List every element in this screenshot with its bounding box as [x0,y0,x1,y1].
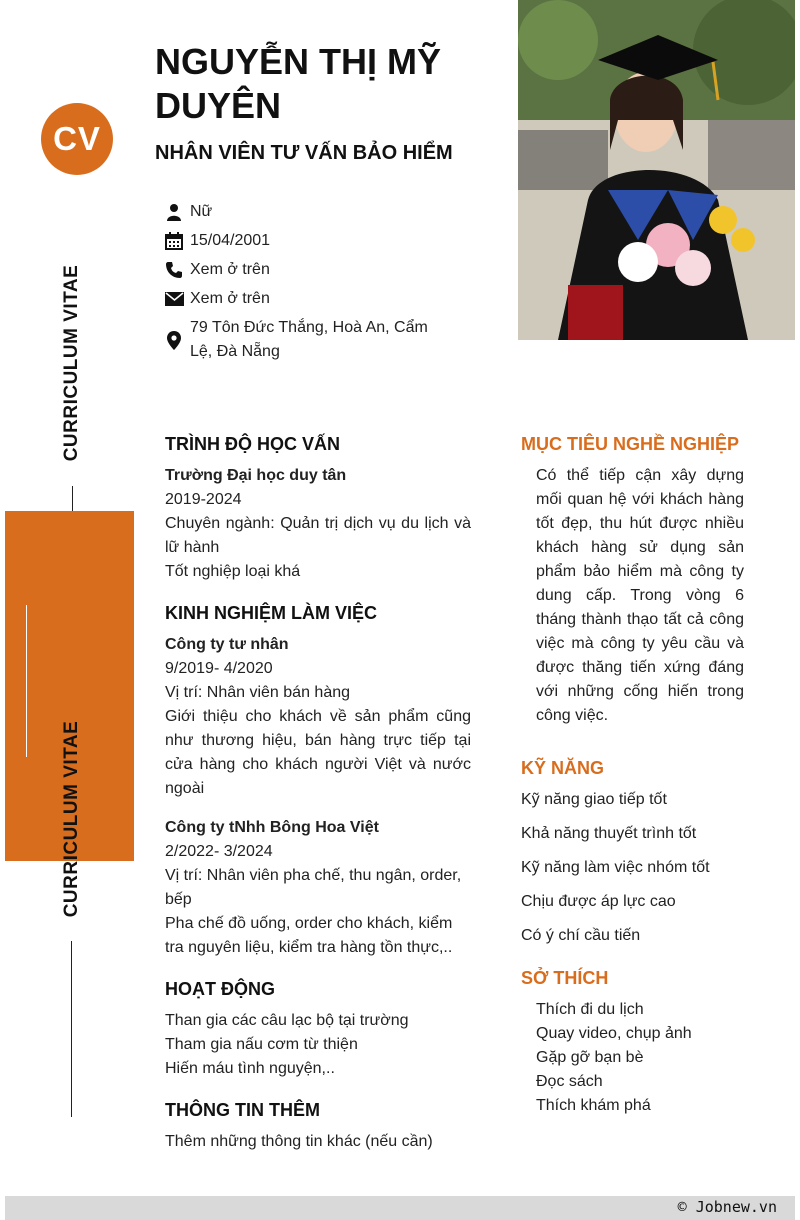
job-description: Pha chế đồ uống, order cho khách, kiểm tra nguyên liệu, kiểm tra hàng tồn thực,.. [165,915,453,956]
activity-item: Tham gia nấu cơm từ thiện [165,1036,358,1053]
phone-icon [164,258,184,282]
education-major: Chuyên ngành: Quản trị dịch vụ du lịch và lữ hành [165,515,471,556]
activities-title: HOẠT ĐỘNG [165,979,275,999]
birthdate-value: 15/04/2001 [190,232,271,249]
skills-title: KỸ NĂNG [521,758,605,778]
person-icon [164,200,184,224]
hobby-item: Gặp gỡ bạn bè [536,1049,644,1066]
education-title: TRÌNH ĐỘ HỌC VẤN [165,434,340,454]
activity-item: Hiến máu tình nguyện,.. [165,1060,335,1077]
job-entry [165,816,471,960]
additional-info-title: THÔNG TIN THÊM [165,1100,320,1120]
hobby-item: Quay video, chụp ảnh [536,1025,692,1042]
objective-text: Có thể tiếp cận xây dựng mối quan hệ với khách hàng tốt đẹp, thu hút được nhiều khách hàng sử dụng sản phẩm bảo hiểm mà công ty dung cấp. Trong vòng 6 tháng thành thạo tất cả công việc mà công ty yêu cầu và được thăng tiến xứng đáng với những cống hiến trong công việc. [536,467,744,724]
skill-item: Có ý chí cầu tiến [521,927,641,944]
job-period: 2/2022- 3/2024 [165,843,273,860]
footer-bar [5,1196,795,1220]
skill-item: Khả năng thuyết trình tốt [521,825,697,842]
job-title: NHÂN VIÊN TƯ VẤN BẢO HIỂM [155,142,453,164]
footer-credit: © Jobnew.vn [677,1198,777,1216]
calendar-icon [164,229,184,253]
contact-address [164,316,454,364]
activities-section [165,977,471,1081]
objective-section [521,432,744,728]
phone-value: Xem ở trên [190,261,270,278]
skill-item: Chịu được áp lực cao [521,893,676,910]
job-company: Công ty tNhh Bông Hoa Việt [165,819,379,836]
candidate-name: NGUYỄN THỊ MỸ DUYÊN [155,41,442,126]
contact-info [164,200,454,369]
job-position: Vị trí: Nhân viên pha chế, thu ngân, order, bếp [165,867,462,908]
divider-line [26,605,27,757]
experience-section [165,601,471,960]
job-period: 9/2019- 4/2020 [165,660,273,677]
job-position: Vị trí: Nhân viên bán hàng [165,684,351,701]
skill-item: Kỹ năng giao tiếp tốt [521,791,667,808]
hobbies-section [521,966,744,1118]
email-value: Xem ở trên [190,290,270,307]
contact-email [164,287,454,311]
hobby-item: Thích đi du lịch [536,1001,644,1018]
skill-item: Kỹ năng làm việc nhóm tốt [521,859,710,876]
additional-info-text: Thêm những thông tin khác (nếu cần) [165,1133,433,1150]
activity-item: Than gia các câu lạc bộ tại trường [165,1012,409,1029]
contact-gender [164,200,454,224]
vertical-label-top: CURRICULUM VITAE [61,264,82,462]
mail-icon [164,287,184,311]
cv-badge: CV [41,103,113,175]
location-pin-icon [164,316,184,364]
job-description: Giới thiệu cho khách về sản phẩm cũng như thương hiệu, bán hàng trực tiếp tại cửa hàng cho khách người Việt và nước ngoài [165,708,471,797]
hobbies-title: SỞ THÍCH [521,968,609,988]
education-result: Tốt nghiệp loại khá [165,563,301,580]
school-name: Trường Đại học duy tân [165,467,347,484]
left-column [165,432,471,1171]
education-period: 2019-2024 [165,491,242,508]
additional-info-section [165,1098,471,1154]
vertical-label-bottom: CURRICULUM VITAE [61,720,82,918]
skills-section [521,756,744,948]
contact-birthdate [164,229,454,253]
hobby-item: Đọc sách [536,1073,603,1090]
education-section [165,432,471,584]
profile-photo [518,0,795,340]
right-column [521,432,744,1135]
experience-title: KINH NGHIỆM LÀM VIỆC [165,603,378,623]
contact-phone [164,258,454,282]
hobby-item: Thích khám phá [536,1097,651,1114]
job-company: Công ty tư nhân [165,636,289,653]
objective-title: MỤC TIÊU NGHỀ NGHIỆP [521,434,740,454]
job-entry [165,633,471,801]
address-value: 79 Tôn Đức Thắng, Hoà An, Cẩm Lệ, Đà Nẵng [190,319,428,360]
divider-line [71,941,72,1117]
gender-value: Nữ [190,203,213,220]
